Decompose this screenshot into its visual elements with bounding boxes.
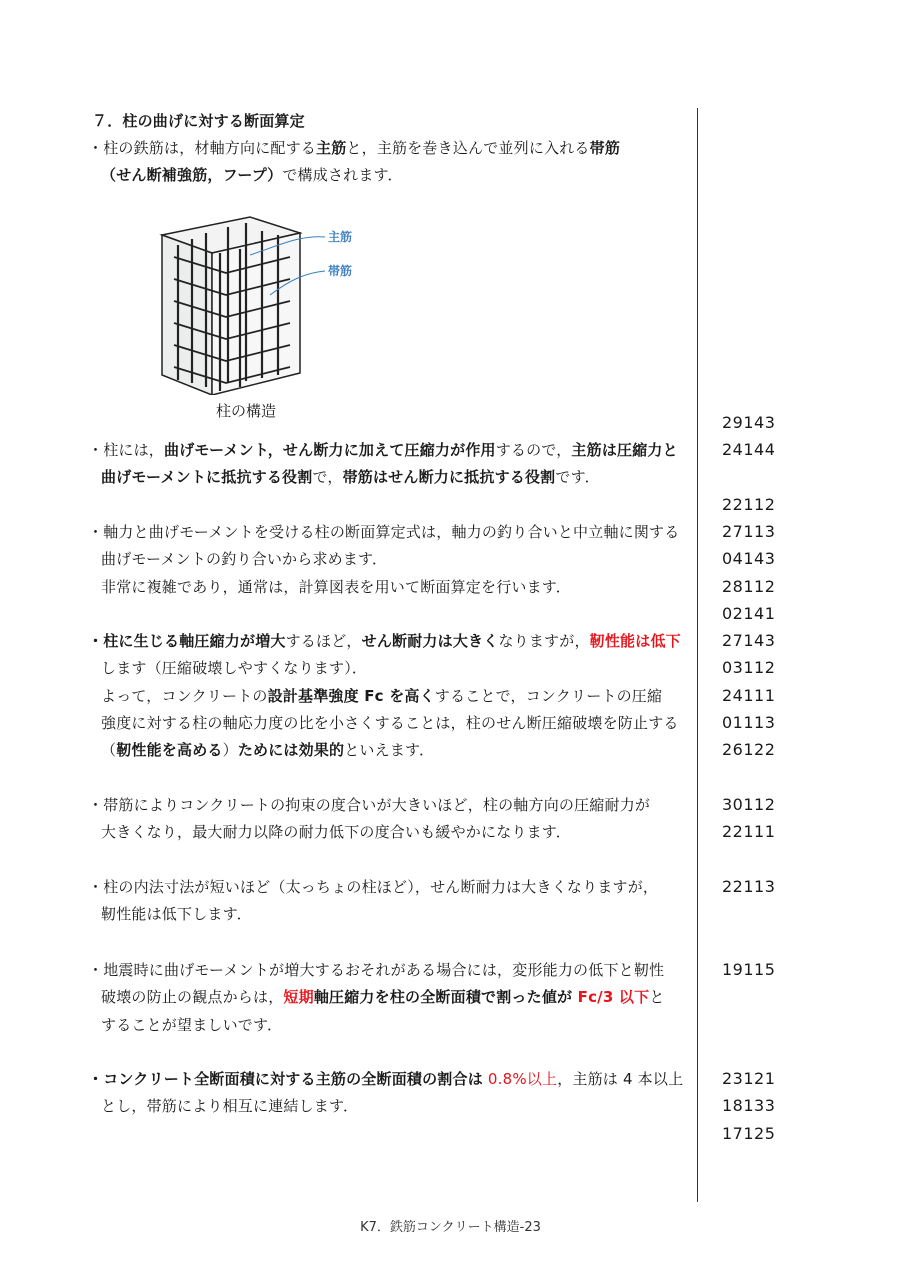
text-run: 破壊の防止の観点からは， <box>101 988 284 1006</box>
exam-code: 24144 <box>722 440 776 459</box>
text-run: ，主筋は 4 本以上 <box>557 1070 684 1088</box>
paragraph-5-line-2 <box>101 904 252 924</box>
paragraph-2-line-1 <box>88 522 679 542</box>
text-run: することで，コンクリートの圧縮 <box>434 687 663 705</box>
paragraph-1-line-2 <box>101 467 600 487</box>
text-run: Fc/3 以下 <box>572 988 650 1006</box>
text-run: ・コンクリート全断面積に対する主筋の全断面積の割合は <box>88 1070 483 1088</box>
column-structure-figure <box>150 205 380 395</box>
text-run: せん断耐力は大きく <box>361 632 499 650</box>
text-run: するほど， <box>285 632 362 650</box>
exam-code: 28112 <box>722 577 776 596</box>
text-run: ・地震時に曲げモーメントが増大するおそれがある場合には，変形能力の低下と靭性 <box>88 961 665 979</box>
page-footer: K7．鉄筋コンクリート構造-23 <box>360 1220 541 1235</box>
text-run: （ <box>101 741 117 759</box>
text-run: と，主筋を巻き込んで並列に入れる <box>346 139 590 157</box>
text-run: 主筋は圧縮力と <box>571 441 678 459</box>
exam-code: 26122 <box>722 740 776 759</box>
text-run: 靭性能は低下 <box>589 632 681 650</box>
text-run: ・柱の鉄筋は，材軸方向に配する <box>88 139 317 157</box>
paragraph-2-line-3 <box>101 577 571 597</box>
text-run: 曲げモーメント，せん断力に加えて圧縮力が作用 <box>164 441 496 459</box>
text-run: ・柱の内法寸法が短いほど（太っちょの柱ほど），せん断耐力は大きくなりますが， <box>88 878 659 896</box>
text-run: 曲げモーメントの釣り合いから求めます． <box>101 550 388 568</box>
text-run: とし，帯筋により相互に連結します． <box>101 1097 359 1115</box>
paragraph-3-line-3 <box>101 686 662 706</box>
text-run: なりますが， <box>498 632 590 650</box>
text-run: 強度に対する柱の軸応力度の比を小さくすることは，柱のせん断圧縮破壊を防止する <box>101 714 679 732</box>
text-run: （せん断補強筋，フープ） <box>101 166 283 184</box>
text-run: で構成されます． <box>282 166 403 184</box>
paragraph-4-line-2 <box>101 822 571 842</box>
paragraph-6-line-1 <box>88 960 664 980</box>
text-run: ・柱に生じる軸圧縮力が増大 <box>88 632 286 650</box>
paragraph-3-line-1 <box>88 631 681 651</box>
exam-code: 27143 <box>722 631 776 650</box>
paragraph-6-line-2 <box>101 987 665 1007</box>
text-run: 帯筋はせん断力に抵抗する役割 <box>342 468 556 486</box>
paragraph-2-line-2 <box>101 549 387 569</box>
text-run: するので， <box>495 441 572 459</box>
exam-code: 22111 <box>722 822 776 841</box>
paragraph-4-line-1 <box>88 795 650 815</box>
exam-code: 04143 <box>722 549 776 568</box>
main-bar-label: 主筋 <box>328 230 353 244</box>
text-run: 帯筋 <box>589 139 621 157</box>
text-run: 大きくなり，最大耐力以降の耐力低下の度合いも緩やかになります． <box>101 823 572 841</box>
text-run: ） <box>222 741 238 759</box>
text-run: 主筋 <box>316 139 347 157</box>
intro-line-1 <box>88 138 620 158</box>
paragraph-6-line-3 <box>101 1015 282 1035</box>
text-run: 短期 <box>283 988 314 1006</box>
text-run: といえます． <box>344 741 435 759</box>
text-run: と <box>649 988 665 1006</box>
exam-code: 02141 <box>722 604 776 623</box>
exam-code: 17125 <box>722 1124 776 1143</box>
paragraph-7-line-1 <box>88 1069 683 1089</box>
exam-code: 23121 <box>722 1069 776 1088</box>
paragraph-3-line-4 <box>101 713 679 733</box>
section-title: ７．柱の曲げに対する断面算定 <box>92 112 305 130</box>
text-run: 0.8%以上 <box>482 1070 558 1088</box>
exam-code: 19115 <box>722 960 776 979</box>
text-run: することが望ましいです． <box>101 1016 283 1034</box>
vertical-divider <box>697 108 698 1202</box>
paragraph-1-line-1 <box>88 440 678 460</box>
exam-code: 22113 <box>722 877 776 896</box>
paragraph-7-line-2 <box>101 1096 358 1116</box>
text-run: で， <box>312 468 343 486</box>
exam-code: 29143 <box>722 413 776 432</box>
text-run: ・柱には， <box>88 441 165 459</box>
exam-code: 24111 <box>722 686 776 705</box>
paragraph-3-line-5 <box>101 740 434 760</box>
text-run: ・軸力と曲げモーメントを受ける柱の断面算定式は，軸力の釣り合いと中立軸に関する <box>88 523 680 541</box>
hoop-label: 帯筋 <box>328 264 353 278</box>
text-run: 靭性能は低下します． <box>101 905 252 923</box>
text-run: 設計基準強度 Fc を高く <box>267 687 435 705</box>
text-run: です． <box>555 468 600 486</box>
text-run: ・帯筋によりコンクリートの拘束の度合いが大きいほど，柱の軸方向の圧縮耐力が <box>88 796 651 814</box>
exam-code: 30112 <box>722 795 776 814</box>
paragraph-3-line-2 <box>101 658 367 678</box>
paragraph-5-line-1 <box>88 877 658 897</box>
exam-code: 27113 <box>722 522 776 541</box>
text-run: 非常に複雑であり，通常は，計算図表を用いて断面算定を行います． <box>101 578 572 596</box>
text-run: ためには効果的 <box>237 741 345 759</box>
text-run: 軸圧縮力を柱の全断面積で割った値が <box>313 988 573 1006</box>
text-run: します（圧縮破壊しやすくなります）． <box>101 659 368 677</box>
exam-code: 03112 <box>722 658 776 677</box>
exam-code: 01113 <box>722 713 776 732</box>
intro-line-2 <box>101 165 403 185</box>
figure-caption: 柱の構造 <box>216 402 277 420</box>
text-run: 靭性能を高める <box>116 741 223 759</box>
text-run: よって，コンクリートの <box>101 687 268 705</box>
text-run: 曲げモーメントに抵抗する役割 <box>101 468 313 486</box>
exam-code: 18133 <box>722 1096 776 1115</box>
exam-code: 22112 <box>722 495 776 514</box>
